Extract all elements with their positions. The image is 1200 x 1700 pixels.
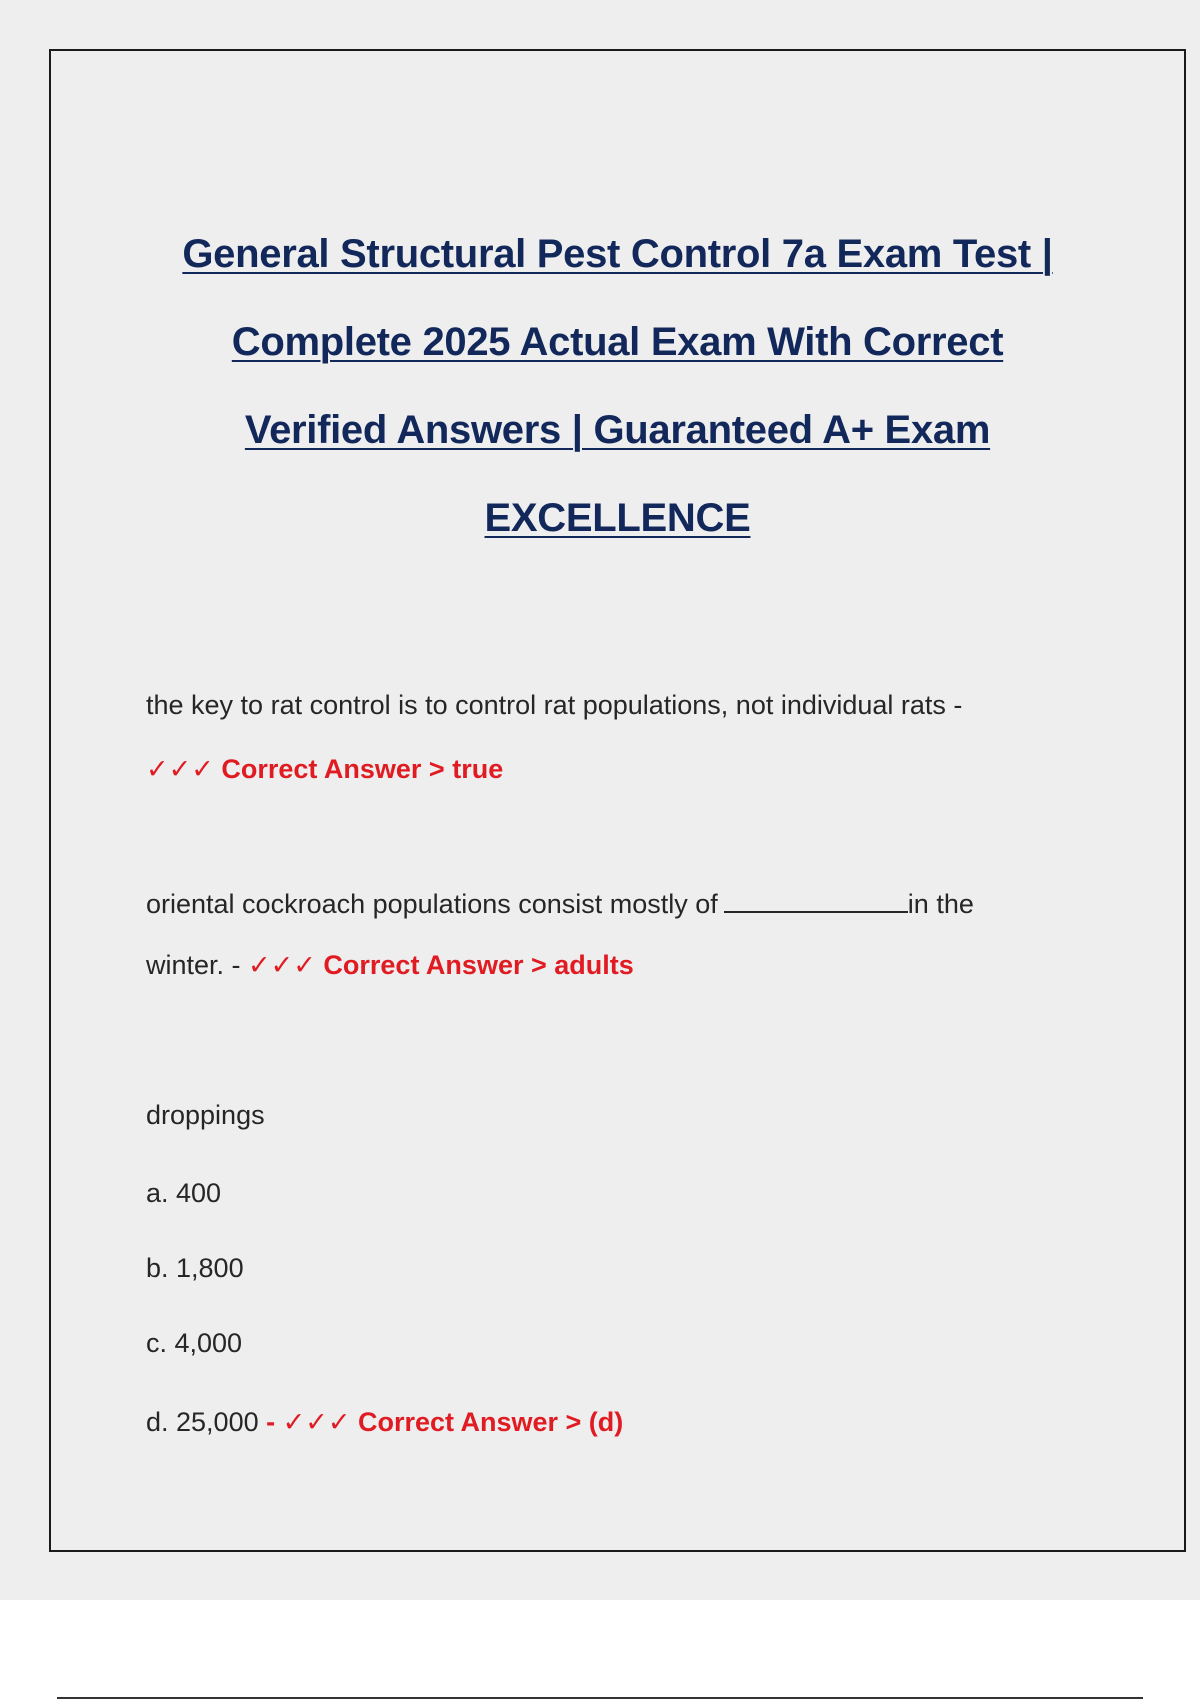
- document-title: [100, 210, 1135, 562]
- question-2-answer-line: [146, 950, 1106, 981]
- question-3-stem: droppings: [146, 1100, 265, 1130]
- title-line-4: EXCELLENCE: [484, 496, 751, 540]
- question-2-text: [146, 885, 1106, 920]
- title-line-1: General Structural Pest Control 7a Exam Test |: [182, 232, 1053, 276]
- question-1-answer: ✓✓✓ Correct Answer > true: [146, 754, 504, 784]
- question-1-text: the key to rat control is to control rat populations, not individual rats -: [146, 690, 963, 720]
- title-line-3: Verified Answers | Guaranteed A+ Exam: [244, 408, 991, 452]
- question-3-option-b: b. 1,800: [146, 1253, 244, 1283]
- question-2-text-after-blank: in the: [907, 889, 974, 919]
- question-3-option-a: a. 400: [146, 1178, 222, 1208]
- question-3-option-d: d. 25,000: [146, 1407, 259, 1437]
- question-3-option-c: c. 4,000: [146, 1328, 243, 1358]
- question-2-text-continued: winter. -: [146, 950, 249, 980]
- question-3-option-d-line: [146, 1407, 1106, 1438]
- footer-divider: [57, 1697, 1143, 1699]
- fill-in-blank: [724, 885, 908, 913]
- question-1-answer-line: [146, 754, 1106, 785]
- title-line-2: Complete 2025 Actual Exam With Correct: [231, 320, 1004, 364]
- question-2-answer: ✓✓✓ Correct Answer > adults: [248, 950, 634, 980]
- question-3-answer: - ✓✓✓ Correct Answer > (d): [258, 1407, 624, 1437]
- question-2-text-before-blank: oriental cockroach populations consist mostly of: [146, 889, 718, 919]
